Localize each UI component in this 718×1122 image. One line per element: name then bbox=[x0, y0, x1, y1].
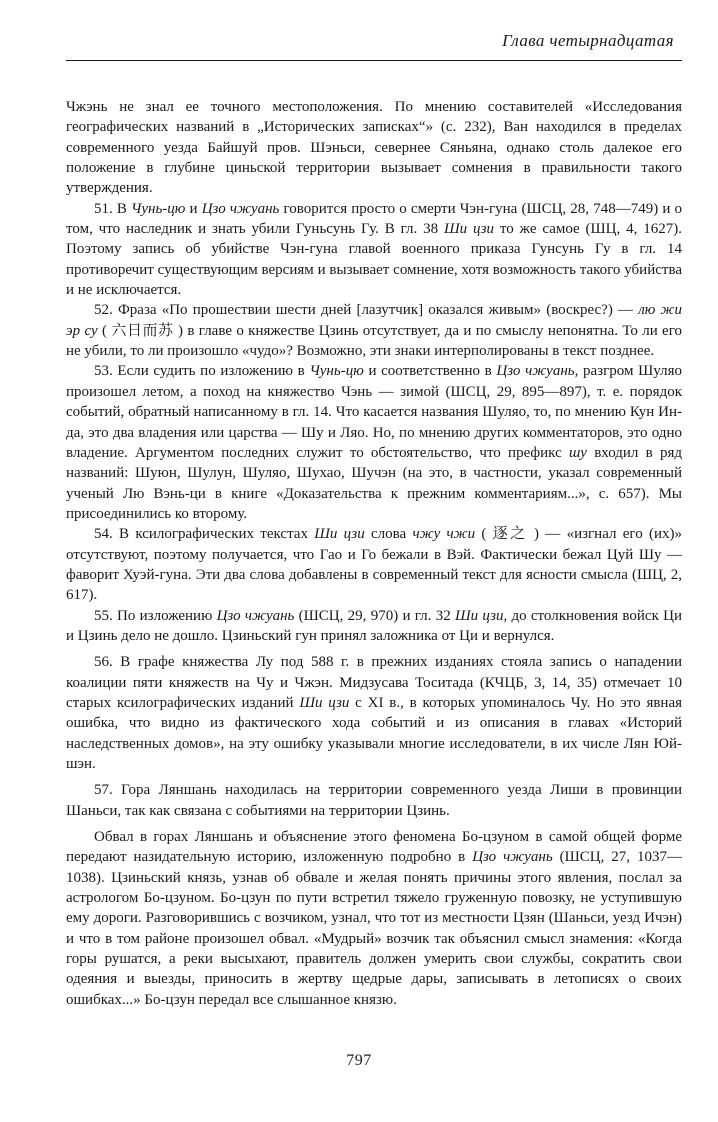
page-number: 797 bbox=[346, 1052, 372, 1069]
page bbox=[66, 28, 682, 1010]
paragraph-p51: 51. В Чунь-цю и Цзо чжуань говорится просто о смерти Чэн-гуна (ШСЦ, 28, 748—749) и о том, что наследник и знать убили Гуньсунь Гу. В гл. 38 Ши цзи то же самое (ШЦ, 4, 1627). Поэтому запись об убийстве Чэн-гуна главой военного приказа Гунсунь Гу в гл. 14 противоречит существующим версиям и вызывает сомнение, хотя возможность такого убийства и не исключается. bbox=[66, 200, 683, 299]
running-head: Глава четырнадцатая bbox=[502, 31, 674, 50]
paragraph-p55: 55. По изложению Цзо чжуань (ШСЦ, 29, 970) и гл. 32 Ши цзи, до столкновения войск Ци и Цзинь дело не дошло. Цзиньский гун принял заложника от Ци и вернулся. bbox=[66, 607, 682, 644]
paragraph-p53: 53. Если судить по изложению в Чунь-цю и соответственно в Цзо чжуань, разгром Шуляо произошел летом, а поход на княжество Чэнь — зимой (ШСЦ, 29, 895—897), т. е. порядок событий, обратный написанному в гл. 14. Что касается названия Шуляо, то, по мнению Кун Ин-да, это два владения или царства — Шу и Ляо. Но, по мнению других комментаторов, это одно владение. Аргументом последних служит то обстоятельство, что префикс шу входил в ряд названий: Шуюн, Шулун, Шуляо, Шухао, Шучэн (на это, в частности, указал современный ученый Лю Вэнь-ци в книге «Доказательства к прежним комментариям...», с. 657). Мы присоединились ко второму. bbox=[66, 363, 682, 522]
paragraph-p56: 56. В графе княжества Лу под 588 г. в прежних изданиях стояла запись о нападении коалиции пяти княжеств на Чу и Чжэн. Мидзусава Тоситада (КЧЦБ, 3, 14, 35) отмечает 10 старых ксилографических изданий Ши цзи с XI в., в которых упоминалось Чу. Но это явная ошибка, что видно из фактического хода событий и из описания в главах «Историй наследственных домов», на эту ошибку указывали многие исследователи, в их числе Лян Юй-шэн. bbox=[66, 654, 683, 772]
paragraph-p57: 57. Гора Ляншань находилась на территории современного уезда Лиши в провинции Шаньси, так как связана с событиями на территории Цзинь. bbox=[66, 782, 682, 819]
body-text bbox=[66, 97, 682, 1010]
paragraph-p0: Чжэнь не знал ее точного местоположения. По мнению составителей «Исследования географических названий в „Исторических записках“» (с. 232), Ван находился в пределах современного уезда Байшуй пров. Шэньси, севернее Сяньяна, однако столь далекое его положение в глубине циньской территории вызывает сомнения в правильности такого утверждения. bbox=[66, 99, 682, 197]
paragraph-p58: Обвал в горах Ляншань и объяснение этого феномена Бо-цзуном в самой общей форме передают назидательную историю, изложенную подробно в Цзо чжуань (ШСЦ, 27, 1037—1038). Цзиньский князь, узнав об обвале и желая понять причины этого явления, послал за астрологом Бо-цзуном. Бо-цзун по пути встретил тяжело груженную повозку, не уступившую ему дороги. Разговорившись с возчиком, узнал, что тот из местности Цзян (Шаньси, уезд Ичэн) и что в том районе произошел обвал. «Мудрый» возчик так объяснил смысл знамения: «Когда горы рушатся, а реки высыхают, правитель должен умерить свои службы, сократить свои одеяния и выезды, приносить в жертву щедрые дары, записывать в летописях о своих ошибках...» Бо-цзун передал все слышанное князю. bbox=[66, 829, 683, 1008]
paragraph-p52: 52. Фраза «По прошествии шести дней [лазутчик] оказался живым» (воскрес?) — лю жи эр су ( 六日而苏 ) в главе о княжестве Цзинь отсутствует, да и по смыслу непонятна. То ли его не убили, то ли произошло «чудо»? Возможно, эти знаки интерполированы в текст позднее. bbox=[66, 302, 682, 360]
header-rule bbox=[66, 60, 682, 61]
paragraph-p54: 54. В ксилографических текстах Ши цзи слова чжу чжи ( 逐之 ) — «изгнал его (их)» отсутствуют, поэтому получается, что Гао и Го бежали в Вэй. Фактически бежал Цуй Шу — фаворит Хуэй-гуна. Эти два слова добавлены в современный текст для ясности смысла (ШЦ, 2, 617). bbox=[66, 526, 682, 604]
